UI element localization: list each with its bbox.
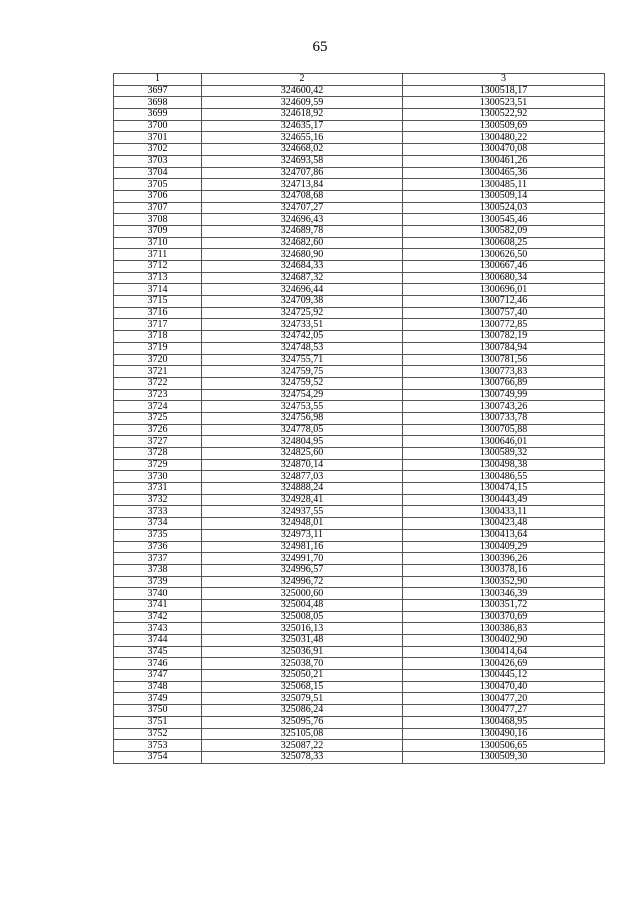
table-header-row <box>114 74 605 86</box>
table-row <box>114 541 605 553</box>
y-coordinate-cell: 1300773,83 <box>403 366 605 378</box>
y-coordinate-cell: 1300490,16 <box>403 728 605 740</box>
x-coordinate-cell: 324759,52 <box>202 377 403 389</box>
x-coordinate-cell: 324981,16 <box>202 541 403 553</box>
table-row <box>114 132 605 144</box>
x-coordinate-cell: 324680,90 <box>202 249 403 261</box>
table-row <box>114 249 605 261</box>
table-row <box>114 448 605 460</box>
y-coordinate-cell: 1300523,51 <box>403 97 605 109</box>
point-number-cell: 3748 <box>114 681 202 693</box>
point-number-cell: 3706 <box>114 190 202 202</box>
point-number-cell: 3730 <box>114 471 202 483</box>
x-coordinate-cell: 324756,98 <box>202 412 403 424</box>
point-number-cell: 3734 <box>114 518 202 530</box>
table-row <box>114 331 605 343</box>
table-row <box>114 576 605 588</box>
x-coordinate-cell: 324693,58 <box>202 155 403 167</box>
table-row <box>114 296 605 308</box>
table-row <box>114 109 605 121</box>
point-number-cell: 3697 <box>114 85 202 97</box>
point-number-cell: 3731 <box>114 483 202 495</box>
point-number-cell: 3738 <box>114 564 202 576</box>
y-coordinate-cell: 1300477,27 <box>403 705 605 717</box>
x-coordinate-cell: 325036,91 <box>202 646 403 658</box>
x-coordinate-cell: 324877,03 <box>202 471 403 483</box>
point-number-cell: 3710 <box>114 237 202 249</box>
table-row <box>114 97 605 109</box>
x-coordinate-cell: 324755,71 <box>202 354 403 366</box>
table-row <box>114 261 605 273</box>
table-row <box>114 424 605 436</box>
point-number-cell: 3719 <box>114 342 202 354</box>
y-coordinate-cell: 1300608,25 <box>403 237 605 249</box>
x-coordinate-cell: 324748,53 <box>202 342 403 354</box>
x-coordinate-cell: 324742,05 <box>202 331 403 343</box>
header-cell-y: 3 <box>403 74 605 86</box>
y-coordinate-cell: 1300680,34 <box>403 272 605 284</box>
y-coordinate-cell: 1300402,90 <box>403 635 605 647</box>
table-row <box>114 85 605 97</box>
y-coordinate-cell: 1300352,90 <box>403 576 605 588</box>
point-number-cell: 3732 <box>114 494 202 506</box>
y-coordinate-cell: 1300784,94 <box>403 342 605 354</box>
point-number-cell: 3700 <box>114 120 202 132</box>
page-number: 65 <box>312 39 328 55</box>
y-coordinate-cell: 1300667,46 <box>403 261 605 273</box>
point-number-cell: 3729 <box>114 459 202 471</box>
table-row <box>114 483 605 495</box>
point-number-cell: 3704 <box>114 167 202 179</box>
table-body <box>114 74 605 764</box>
point-number-cell: 3746 <box>114 658 202 670</box>
table-row <box>114 681 605 693</box>
y-coordinate-cell: 1300781,56 <box>403 354 605 366</box>
point-number-cell: 3714 <box>114 284 202 296</box>
table-row <box>114 202 605 214</box>
table-row <box>114 494 605 506</box>
table-row <box>114 120 605 132</box>
point-number-cell: 3702 <box>114 144 202 156</box>
y-coordinate-cell: 1300518,17 <box>403 85 605 97</box>
x-coordinate-cell: 324655,16 <box>202 132 403 144</box>
y-coordinate-cell: 1300445,12 <box>403 670 605 682</box>
table-row <box>114 716 605 728</box>
header-cell-point: 1 <box>114 74 202 86</box>
y-coordinate-cell: 1300468,95 <box>403 716 605 728</box>
table-row <box>114 553 605 565</box>
table-row <box>114 705 605 717</box>
point-number-cell: 3705 <box>114 179 202 191</box>
y-coordinate-cell: 1300498,38 <box>403 459 605 471</box>
x-coordinate-cell: 324733,51 <box>202 319 403 331</box>
x-coordinate-cell: 324609,59 <box>202 97 403 109</box>
point-number-cell: 3726 <box>114 424 202 436</box>
x-coordinate-cell: 325008,05 <box>202 611 403 623</box>
y-coordinate-cell: 1300712,46 <box>403 296 605 308</box>
table-row <box>114 564 605 576</box>
x-coordinate-cell: 324635,17 <box>202 120 403 132</box>
x-coordinate-cell: 324707,86 <box>202 167 403 179</box>
x-coordinate-cell: 324825,60 <box>202 448 403 460</box>
table-row <box>114 272 605 284</box>
coordinates-table <box>113 73 605 764</box>
point-number-cell: 3724 <box>114 401 202 413</box>
x-coordinate-cell: 324928,41 <box>202 494 403 506</box>
x-coordinate-cell: 325016,13 <box>202 623 403 635</box>
y-coordinate-cell: 1300582,09 <box>403 225 605 237</box>
y-coordinate-cell: 1300423,48 <box>403 518 605 530</box>
point-number-cell: 3751 <box>114 716 202 728</box>
table-row <box>114 319 605 331</box>
y-coordinate-cell: 1300370,69 <box>403 611 605 623</box>
table-row <box>114 307 605 319</box>
y-coordinate-cell: 1300766,89 <box>403 377 605 389</box>
y-coordinate-cell: 1300480,22 <box>403 132 605 144</box>
x-coordinate-cell: 325086,24 <box>202 705 403 717</box>
point-number-cell: 3725 <box>114 412 202 424</box>
point-number-cell: 3752 <box>114 728 202 740</box>
y-coordinate-cell: 1300413,64 <box>403 529 605 541</box>
table-row <box>114 588 605 600</box>
x-coordinate-cell: 324689,78 <box>202 225 403 237</box>
y-coordinate-cell: 1300757,40 <box>403 307 605 319</box>
table-row <box>114 237 605 249</box>
point-number-cell: 3722 <box>114 377 202 389</box>
x-coordinate-cell: 324778,05 <box>202 424 403 436</box>
table-row <box>114 518 605 530</box>
y-coordinate-cell: 1300470,08 <box>403 144 605 156</box>
x-coordinate-cell: 324725,92 <box>202 307 403 319</box>
point-number-cell: 3743 <box>114 623 202 635</box>
table-row <box>114 190 605 202</box>
x-coordinate-cell: 324708,68 <box>202 190 403 202</box>
x-coordinate-cell: 324996,57 <box>202 564 403 576</box>
table-row <box>114 366 605 378</box>
point-number-cell: 3750 <box>114 705 202 717</box>
y-coordinate-cell: 1300545,46 <box>403 214 605 226</box>
y-coordinate-cell: 1300477,20 <box>403 693 605 705</box>
table-row <box>114 155 605 167</box>
table-row <box>114 751 605 763</box>
point-number-cell: 3753 <box>114 740 202 752</box>
y-coordinate-cell: 1300522,92 <box>403 109 605 121</box>
x-coordinate-cell: 325105,08 <box>202 728 403 740</box>
point-number-cell: 3709 <box>114 225 202 237</box>
x-coordinate-cell: 324991,70 <box>202 553 403 565</box>
y-coordinate-cell: 1300509,30 <box>403 751 605 763</box>
point-number-cell: 3708 <box>114 214 202 226</box>
y-coordinate-cell: 1300524,03 <box>403 202 605 214</box>
table-row <box>114 179 605 191</box>
x-coordinate-cell: 324684,33 <box>202 261 403 273</box>
y-coordinate-cell: 1300346,39 <box>403 588 605 600</box>
table-row <box>114 623 605 635</box>
x-coordinate-cell: 324888,24 <box>202 483 403 495</box>
y-coordinate-cell: 1300705,88 <box>403 424 605 436</box>
y-coordinate-cell: 1300782,19 <box>403 331 605 343</box>
point-number-cell: 3715 <box>114 296 202 308</box>
x-coordinate-cell: 324948,01 <box>202 518 403 530</box>
y-coordinate-cell: 1300409,29 <box>403 541 605 553</box>
point-number-cell: 3735 <box>114 529 202 541</box>
point-number-cell: 3745 <box>114 646 202 658</box>
table-row <box>114 658 605 670</box>
x-coordinate-cell: 324713,84 <box>202 179 403 191</box>
point-number-cell: 3742 <box>114 611 202 623</box>
y-coordinate-cell: 1300589,32 <box>403 448 605 460</box>
table-row <box>114 214 605 226</box>
point-number-cell: 3699 <box>114 109 202 121</box>
x-coordinate-cell: 324804,95 <box>202 436 403 448</box>
y-coordinate-cell: 1300646,01 <box>403 436 605 448</box>
point-number-cell: 3718 <box>114 331 202 343</box>
table-row <box>114 377 605 389</box>
table-row <box>114 412 605 424</box>
y-coordinate-cell: 1300474,15 <box>403 483 605 495</box>
x-coordinate-cell: 325031,48 <box>202 635 403 647</box>
y-coordinate-cell: 1300386,83 <box>403 623 605 635</box>
y-coordinate-cell: 1300461,26 <box>403 155 605 167</box>
y-coordinate-cell: 1300749,99 <box>403 389 605 401</box>
x-coordinate-cell: 324996,72 <box>202 576 403 588</box>
y-coordinate-cell: 1300743,26 <box>403 401 605 413</box>
point-number-cell: 3749 <box>114 693 202 705</box>
x-coordinate-cell: 324682,60 <box>202 237 403 249</box>
y-coordinate-cell: 1300396,26 <box>403 553 605 565</box>
point-number-cell: 3716 <box>114 307 202 319</box>
table-row <box>114 740 605 752</box>
x-coordinate-cell: 324696,43 <box>202 214 403 226</box>
table-row <box>114 354 605 366</box>
y-coordinate-cell: 1300626,50 <box>403 249 605 261</box>
x-coordinate-cell: 325078,33 <box>202 751 403 763</box>
table-row <box>114 693 605 705</box>
x-coordinate-cell: 324754,29 <box>202 389 403 401</box>
y-coordinate-cell: 1300378,16 <box>403 564 605 576</box>
point-number-cell: 3747 <box>114 670 202 682</box>
point-number-cell: 3713 <box>114 272 202 284</box>
y-coordinate-cell: 1300351,72 <box>403 599 605 611</box>
y-coordinate-cell: 1300443,49 <box>403 494 605 506</box>
point-number-cell: 3728 <box>114 448 202 460</box>
table-row <box>114 459 605 471</box>
table-row <box>114 529 605 541</box>
y-coordinate-cell: 1300465,36 <box>403 167 605 179</box>
table-row <box>114 611 605 623</box>
x-coordinate-cell: 324668,02 <box>202 144 403 156</box>
point-number-cell: 3737 <box>114 553 202 565</box>
point-number-cell: 3721 <box>114 366 202 378</box>
point-number-cell: 3723 <box>114 389 202 401</box>
table-row <box>114 635 605 647</box>
table-row <box>114 471 605 483</box>
table-row <box>114 506 605 518</box>
table-row <box>114 342 605 354</box>
x-coordinate-cell: 325095,76 <box>202 716 403 728</box>
y-coordinate-cell: 1300509,69 <box>403 120 605 132</box>
x-coordinate-cell: 325000,60 <box>202 588 403 600</box>
x-coordinate-cell: 324600,42 <box>202 85 403 97</box>
point-number-cell: 3727 <box>114 436 202 448</box>
table-row <box>114 144 605 156</box>
point-number-cell: 3740 <box>114 588 202 600</box>
x-coordinate-cell: 324709,38 <box>202 296 403 308</box>
x-coordinate-cell: 325038,70 <box>202 658 403 670</box>
point-number-cell: 3707 <box>114 202 202 214</box>
y-coordinate-cell: 1300486,55 <box>403 471 605 483</box>
x-coordinate-cell: 324696,44 <box>202 284 403 296</box>
table-row <box>114 284 605 296</box>
y-coordinate-cell: 1300733,78 <box>403 412 605 424</box>
y-coordinate-cell: 1300414,64 <box>403 646 605 658</box>
y-coordinate-cell: 1300509,14 <box>403 190 605 202</box>
x-coordinate-cell: 325087,22 <box>202 740 403 752</box>
table-row <box>114 646 605 658</box>
x-coordinate-cell: 324707,27 <box>202 202 403 214</box>
point-number-cell: 3698 <box>114 97 202 109</box>
table-row <box>114 389 605 401</box>
point-number-cell: 3754 <box>114 751 202 763</box>
table-row <box>114 436 605 448</box>
x-coordinate-cell: 324937,55 <box>202 506 403 518</box>
table-row <box>114 728 605 740</box>
table-row <box>114 670 605 682</box>
x-coordinate-cell: 324759,75 <box>202 366 403 378</box>
y-coordinate-cell: 1300470,40 <box>403 681 605 693</box>
y-coordinate-cell: 1300433,11 <box>403 506 605 518</box>
y-coordinate-cell: 1300506,65 <box>403 740 605 752</box>
point-number-cell: 3739 <box>114 576 202 588</box>
point-number-cell: 3717 <box>114 319 202 331</box>
x-coordinate-cell: 325004,48 <box>202 599 403 611</box>
x-coordinate-cell: 325079,51 <box>202 693 403 705</box>
x-coordinate-cell: 324618,92 <box>202 109 403 121</box>
x-coordinate-cell: 324687,32 <box>202 272 403 284</box>
x-coordinate-cell: 324973,11 <box>202 529 403 541</box>
x-coordinate-cell: 324870,14 <box>202 459 403 471</box>
point-number-cell: 3711 <box>114 249 202 261</box>
point-number-cell: 3744 <box>114 635 202 647</box>
y-coordinate-cell: 1300485,11 <box>403 179 605 191</box>
y-coordinate-cell: 1300772,85 <box>403 319 605 331</box>
table-row <box>114 225 605 237</box>
point-number-cell: 3720 <box>114 354 202 366</box>
table-row <box>114 401 605 413</box>
point-number-cell: 3701 <box>114 132 202 144</box>
y-coordinate-cell: 1300696,01 <box>403 284 605 296</box>
point-number-cell: 3703 <box>114 155 202 167</box>
point-number-cell: 3736 <box>114 541 202 553</box>
header-cell-x: 2 <box>202 74 403 86</box>
x-coordinate-cell: 324753,55 <box>202 401 403 413</box>
point-number-cell: 3712 <box>114 261 202 273</box>
x-coordinate-cell: 325068,15 <box>202 681 403 693</box>
y-coordinate-cell: 1300426,69 <box>403 658 605 670</box>
point-number-cell: 3733 <box>114 506 202 518</box>
table-row <box>114 599 605 611</box>
table-row <box>114 167 605 179</box>
point-number-cell: 3741 <box>114 599 202 611</box>
x-coordinate-cell: 325050,21 <box>202 670 403 682</box>
